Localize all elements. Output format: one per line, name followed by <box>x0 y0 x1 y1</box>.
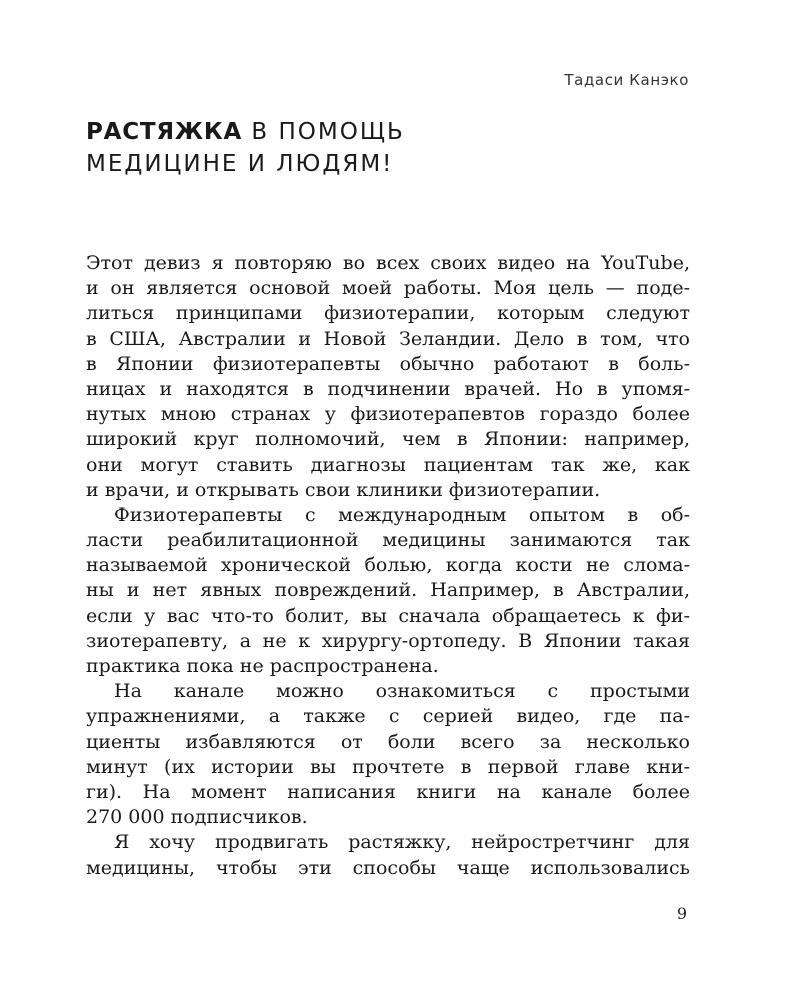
paragraph-3-line: На канале можно ознакомиться с простыми <box>114 680 690 703</box>
paragraph-1-line: и врачи, и открывать свои клиники физиотерапии. <box>86 478 601 501</box>
paragraph-2-line: если у вас что-то болит, вы сначала обращаетесь к фи- <box>86 604 690 627</box>
paragraph-3-line: циенты избавляются от боли всего за несколько <box>86 730 690 753</box>
paragraph-2-line: Физиотерапевты с международным опытом в об- <box>114 503 690 526</box>
page-number: 9 <box>676 904 687 923</box>
paragraph-4-line: медицины, чтобы эти способы чаще использовались <box>86 856 690 879</box>
chapter-title-line-1 <box>86 116 706 148</box>
running-head: Тадаси Канэко <box>564 71 689 89</box>
paragraph-2-line: ласти реабилитационной медицины занимаются так <box>86 529 690 552</box>
paragraph-2-line: зиотерапевту, а не к хирургу-ортопеду. В Японии такая <box>86 629 690 652</box>
chapter-title-rest: В ПОМОЩЬ <box>242 119 405 145</box>
paragraph-4-line: Я хочу продвигать растяжку, нейростретчинг для <box>114 831 690 854</box>
paragraph-3-line: 270 000 подписчиков. <box>86 806 308 829</box>
paragraph-3-line: минут (их истории вы прочтете в первой главе кни- <box>86 755 690 778</box>
body-text <box>86 251 690 881</box>
paragraph-1-line: широкий круг полномочий, чем в Японии: например, <box>86 428 690 451</box>
paragraph-2-line: называемой хронической болью, когда кости не слома- <box>86 554 690 577</box>
chapter-title-line-2: МЕДИЦИНЕ И ЛЮДЯМ! <box>86 151 394 177</box>
paragraph-1-line: нутых мною странах у физиотерапевтов гораздо более <box>86 403 690 426</box>
paragraph-1-line: литься принципами физиотерапии, которым следуют <box>86 302 690 325</box>
paragraph-2-line: практика пока не распространена. <box>86 655 439 677</box>
chapter-title-keyword: РАСТЯЖКА <box>86 119 243 145</box>
paragraph-2-line: ны и нет явных повреждений. Например, в Австралии, <box>86 579 690 602</box>
paragraph-3-line: упражнениями, а также с серией видео, где па- <box>86 705 690 728</box>
paragraph-1-line: и он является основой моей работы. Моя цель — поде- <box>86 277 690 300</box>
paragraph-1-line: Этот девиз я повторяю во всех своих видео на YouTube, <box>86 252 690 274</box>
chapter-title <box>86 116 706 180</box>
paragraph-1-line: в США, Австралии и Новой Зеландии. Дело в том, что <box>86 327 690 350</box>
paragraph-1-line: в Японии физиотерапевты обычно работают в боль- <box>86 352 690 375</box>
paragraph-1-line: они могут ставить диагнозы пациентам так же, как <box>86 453 690 476</box>
paragraph-3-line: ги). На момент написания книги на канале более <box>86 780 690 803</box>
paragraph-1-line: ницах и находятся в подчинении врачей. Но в упомя- <box>86 377 690 400</box>
